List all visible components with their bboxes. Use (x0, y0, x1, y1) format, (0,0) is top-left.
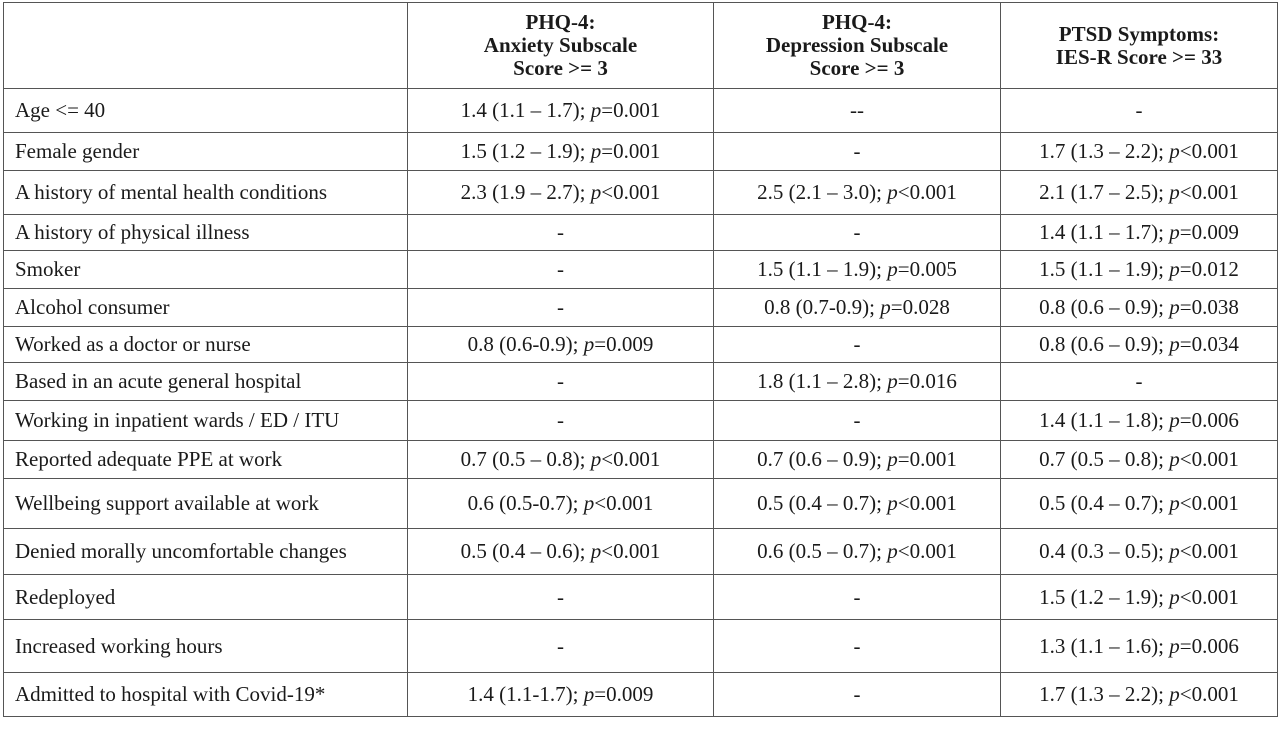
header-cell-1 (408, 3, 714, 89)
value-cell: 0.8 (0.6 – 0.9); p=0.038 (1001, 289, 1278, 327)
value-cell: 1.3 (1.1 – 1.6); p=0.006 (1001, 620, 1278, 673)
table-row (4, 171, 1278, 215)
row-label: Smoker (4, 251, 408, 289)
table-row (4, 479, 1278, 529)
value-cell: 0.4 (0.3 – 0.5); p<0.001 (1001, 529, 1278, 575)
value-cell: - (714, 575, 1001, 620)
header-line: PHQ-4: (822, 10, 892, 34)
table-row (4, 251, 1278, 289)
value-cell: - (714, 327, 1001, 363)
value-cell: 1.7 (1.3 – 2.2); p<0.001 (1001, 673, 1278, 717)
row-label: Redeployed (4, 575, 408, 620)
value-cell: 1.7 (1.3 – 2.2); p<0.001 (1001, 133, 1278, 171)
row-label: Female gender (4, 133, 408, 171)
value-cell: 2.3 (1.9 – 2.7); p<0.001 (408, 171, 714, 215)
row-label: Denied morally uncomfortable changes (4, 529, 408, 575)
value-cell: 1.4 (1.1 – 1.7); p=0.001 (408, 89, 714, 133)
table-row (4, 529, 1278, 575)
value-cell: 0.7 (0.5 – 0.8); p<0.001 (1001, 441, 1278, 479)
value-cell: 2.1 (1.7 – 2.5); p<0.001 (1001, 171, 1278, 215)
value-cell: - (408, 401, 714, 441)
value-cell: - (408, 363, 714, 401)
value-cell: 1.4 (1.1 – 1.7); p=0.009 (1001, 215, 1278, 251)
header-line: Depression Subscale (765, 33, 949, 57)
value-cell: 0.5 (0.4 – 0.6); p<0.001 (408, 529, 714, 575)
table-row (4, 289, 1278, 327)
header-cell-3 (1001, 3, 1278, 89)
value-cell: - (714, 215, 1001, 251)
value-cell: - (1001, 89, 1278, 133)
value-cell: 0.7 (0.5 – 0.8); p<0.001 (408, 441, 714, 479)
value-cell: 1.4 (1.1 – 1.8); p=0.006 (1001, 401, 1278, 441)
results-table (3, 2, 1278, 717)
header-line: Score >= 3 (809, 56, 905, 80)
value-cell: 0.7 (0.6 – 0.9); p=0.001 (714, 441, 1001, 479)
table-body (4, 89, 1278, 717)
header-line: Score >= 3 (513, 56, 608, 80)
value-cell: - (408, 215, 714, 251)
value-cell: 0.8 (0.7-0.9); p=0.028 (714, 289, 1001, 327)
value-cell: 1.5 (1.1 – 1.9); p=0.005 (714, 251, 1001, 289)
row-label: Wellbeing support available at work (4, 479, 408, 529)
header-cell-empty (4, 3, 408, 89)
value-cell: 0.5 (0.4 – 0.7); p<0.001 (714, 479, 1001, 529)
table-row (4, 89, 1278, 133)
row-label: Increased working hours (4, 620, 408, 673)
value-cell: 1.5 (1.2 – 1.9); p<0.001 (1001, 575, 1278, 620)
header-row (4, 3, 1278, 89)
table-row (4, 575, 1278, 620)
header-line: Anxiety Subscale (483, 33, 638, 57)
table-row (4, 620, 1278, 673)
row-label: A history of physical illness (4, 215, 408, 251)
row-label: Admitted to hospital with Covid-19* (4, 673, 408, 717)
value-cell: 0.8 (0.6-0.9); p=0.009 (408, 327, 714, 363)
value-cell: - (714, 401, 1001, 441)
table-row (4, 401, 1278, 441)
value-cell: 0.5 (0.4 – 0.7); p<0.001 (1001, 479, 1278, 529)
row-label: Worked as a doctor or nurse (4, 327, 408, 363)
value-cell: - (408, 575, 714, 620)
value-cell: 1.4 (1.1-1.7); p=0.009 (408, 673, 714, 717)
header-line: PTSD Symptoms: (1058, 21, 1220, 46)
row-label: Alcohol consumer (4, 289, 408, 327)
value-cell: 1.8 (1.1 – 2.8); p=0.016 (714, 363, 1001, 401)
row-label: Based in an acute general hospital (4, 363, 408, 401)
value-cell: - (408, 289, 714, 327)
value-cell: 2.5 (2.1 – 3.0); p<0.001 (714, 171, 1001, 215)
table-row (4, 215, 1278, 251)
value-cell: 1.5 (1.2 – 1.9); p=0.001 (408, 133, 714, 171)
table-row (4, 363, 1278, 401)
value-cell: - (408, 251, 714, 289)
header-line: IES-R Score >= 33 (1055, 44, 1223, 69)
table-row (4, 673, 1278, 717)
value-cell: - (408, 620, 714, 673)
table-row (4, 327, 1278, 363)
value-cell: - (714, 133, 1001, 171)
row-label: Age <= 40 (4, 89, 408, 133)
table-row (4, 133, 1278, 171)
value-cell: 0.6 (0.5-0.7); p<0.001 (408, 479, 714, 529)
row-label: A history of mental health conditions (4, 171, 408, 215)
header-cell-2 (714, 3, 1001, 89)
value-cell: 1.5 (1.1 – 1.9); p=0.012 (1001, 251, 1278, 289)
row-label: Working in inpatient wards / ED / ITU (4, 401, 408, 441)
value-cell: -- (714, 89, 1001, 133)
value-cell: 0.8 (0.6 – 0.9); p=0.034 (1001, 327, 1278, 363)
header-line: PHQ-4: (525, 10, 596, 34)
value-cell: - (714, 620, 1001, 673)
value-cell: - (714, 673, 1001, 717)
row-label: Reported adequate PPE at work (4, 441, 408, 479)
table-row (4, 441, 1278, 479)
value-cell: - (1001, 363, 1278, 401)
value-cell: 0.6 (0.5 – 0.7); p<0.001 (714, 529, 1001, 575)
